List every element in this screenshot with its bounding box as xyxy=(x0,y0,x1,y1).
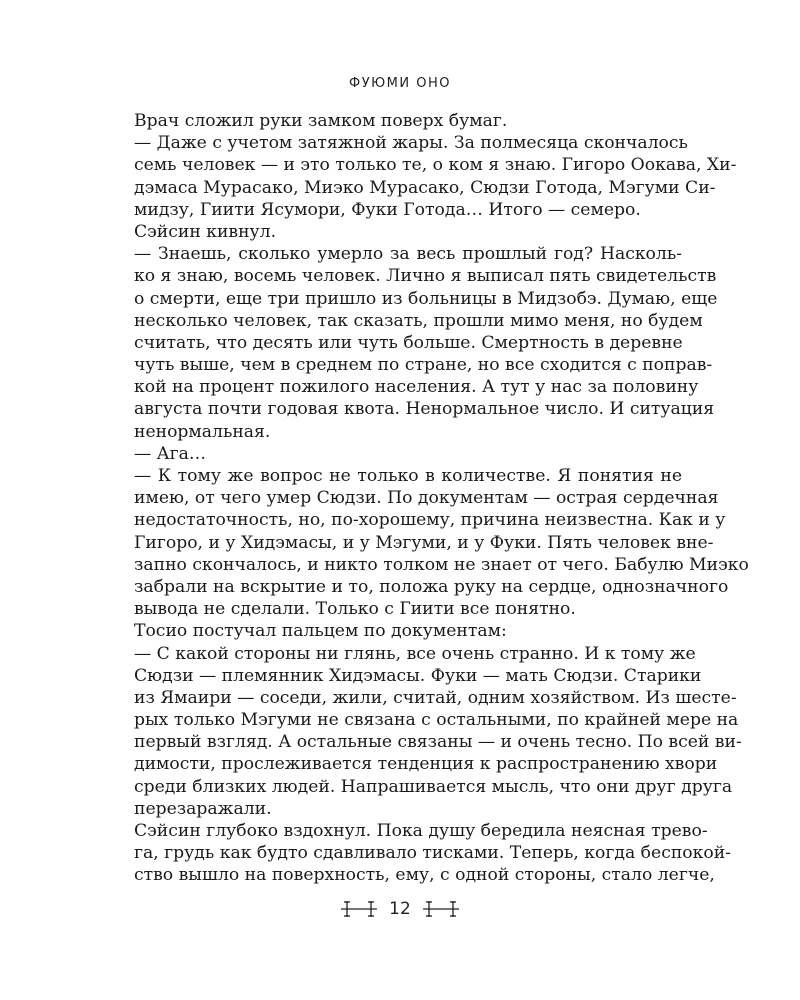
text-line: Сэйсин кивнул. xyxy=(134,221,277,242)
text-line: несколько человек, так сказать, прошли мимо меня, но будем xyxy=(134,310,703,331)
page-footer xyxy=(0,898,800,920)
text-line: чуть выше, чем в среднем по стране, но все сходится с поправ- xyxy=(134,355,713,376)
text-line: о смерти, еще три пришло из больницы в Мидзобэ. Думаю, еще xyxy=(134,288,718,309)
text-line: мидзу, Гиити Ясумори, Фуки Готода… Итого — семеро. xyxy=(134,199,641,220)
text-line: запно скончалось, и никто толком не знает от чего. Бабулю Миэко xyxy=(134,554,749,575)
text-line: среди близких людей. Напрашивается мысль, что они друг друга xyxy=(134,776,733,797)
text-line: имею, от чего умер Сюдзи. По документам — острая сердечная xyxy=(134,488,719,509)
text-line: из Ямаири — соседи, жили, считай, одним хозяйством. Из шесте- xyxy=(134,687,737,708)
body-text xyxy=(134,110,749,887)
text-line: — Ага… xyxy=(134,443,207,464)
text-line: ко я знаю, восемь человек. Лично я выписал пять свидетельств xyxy=(134,266,717,287)
text-line: перезаражали. xyxy=(134,798,272,819)
text-line: недостаточность, но, по-хорошему, причина неизвестна. Как и у xyxy=(134,510,726,531)
text-line: Тосио постучал пальцем по документам: xyxy=(134,621,507,642)
text-line: — С какой стороны ни глянь, все очень странно. И к тому же xyxy=(134,643,696,664)
text-line: Врач сложил руки замком поверх бумаг. xyxy=(134,111,508,131)
text-line: Гигоро, и у Хидэмасы, и у Мэгуми, и у Фуки. Пять человек вне- xyxy=(134,532,714,553)
text-line: кой на процент пожилого населения. А тут у нас за половину xyxy=(134,377,699,398)
text-line: рых только Мэгуми не связана с остальными, по крайней мере на xyxy=(134,710,739,731)
text-line: считать, что десять или чуть больше. Смертность в деревне xyxy=(134,332,683,353)
right-ornament-icon xyxy=(421,898,461,920)
text-line: — Знаешь, сколько умерло за весь прошлый год? Насколь- xyxy=(134,244,682,265)
text-line: — Даже с учетом затяжной жары. За полмесяца скончалось xyxy=(134,133,688,154)
text-line: Сюдзи — племянник Хидэмасы. Фуки — мать Сюдзи. Старики xyxy=(134,665,702,686)
text-line: — К тому же вопрос не только в количестве. Я понятия не xyxy=(134,466,682,486)
text-line: димости, прослеживается тенденция к распространению хвори xyxy=(134,754,718,775)
text-line: первый взгляд. А остальные связаны — и очень тесно. По всей ви- xyxy=(134,732,742,753)
page-number: 12 xyxy=(389,899,411,919)
text-line: ненормальная. xyxy=(134,421,271,442)
text-line: семь человек — и это только те, о ком я знаю. Гигоро Оокава, Хи- xyxy=(134,155,737,176)
text-line: дэмаса Мурасако, Миэко Мурасако, Сюдзи Готода, Мэгуми Си- xyxy=(134,177,716,198)
running-header: ФУЮМИ ОНО xyxy=(349,76,451,91)
text-line: га, грудь как будто сдавливало тисками. Теперь, когда беспокой- xyxy=(134,843,731,864)
text-line: вывода не сделали. Только с Гиити все понятно. xyxy=(134,599,576,620)
left-ornament-icon xyxy=(339,898,379,920)
text-line: забрали на вскрытие и то, положа руку на сердце, однозначного xyxy=(134,576,729,597)
text-line: ство вышло на поверхность, ему, с одной стороны, стало легче, xyxy=(134,865,715,886)
text-line: августа почти годовая квота. Ненормальное число. И ситуация xyxy=(134,399,715,420)
text-line: Сэйсин глубоко вздохнул. Пока душу бередила неясная трево- xyxy=(134,821,708,841)
